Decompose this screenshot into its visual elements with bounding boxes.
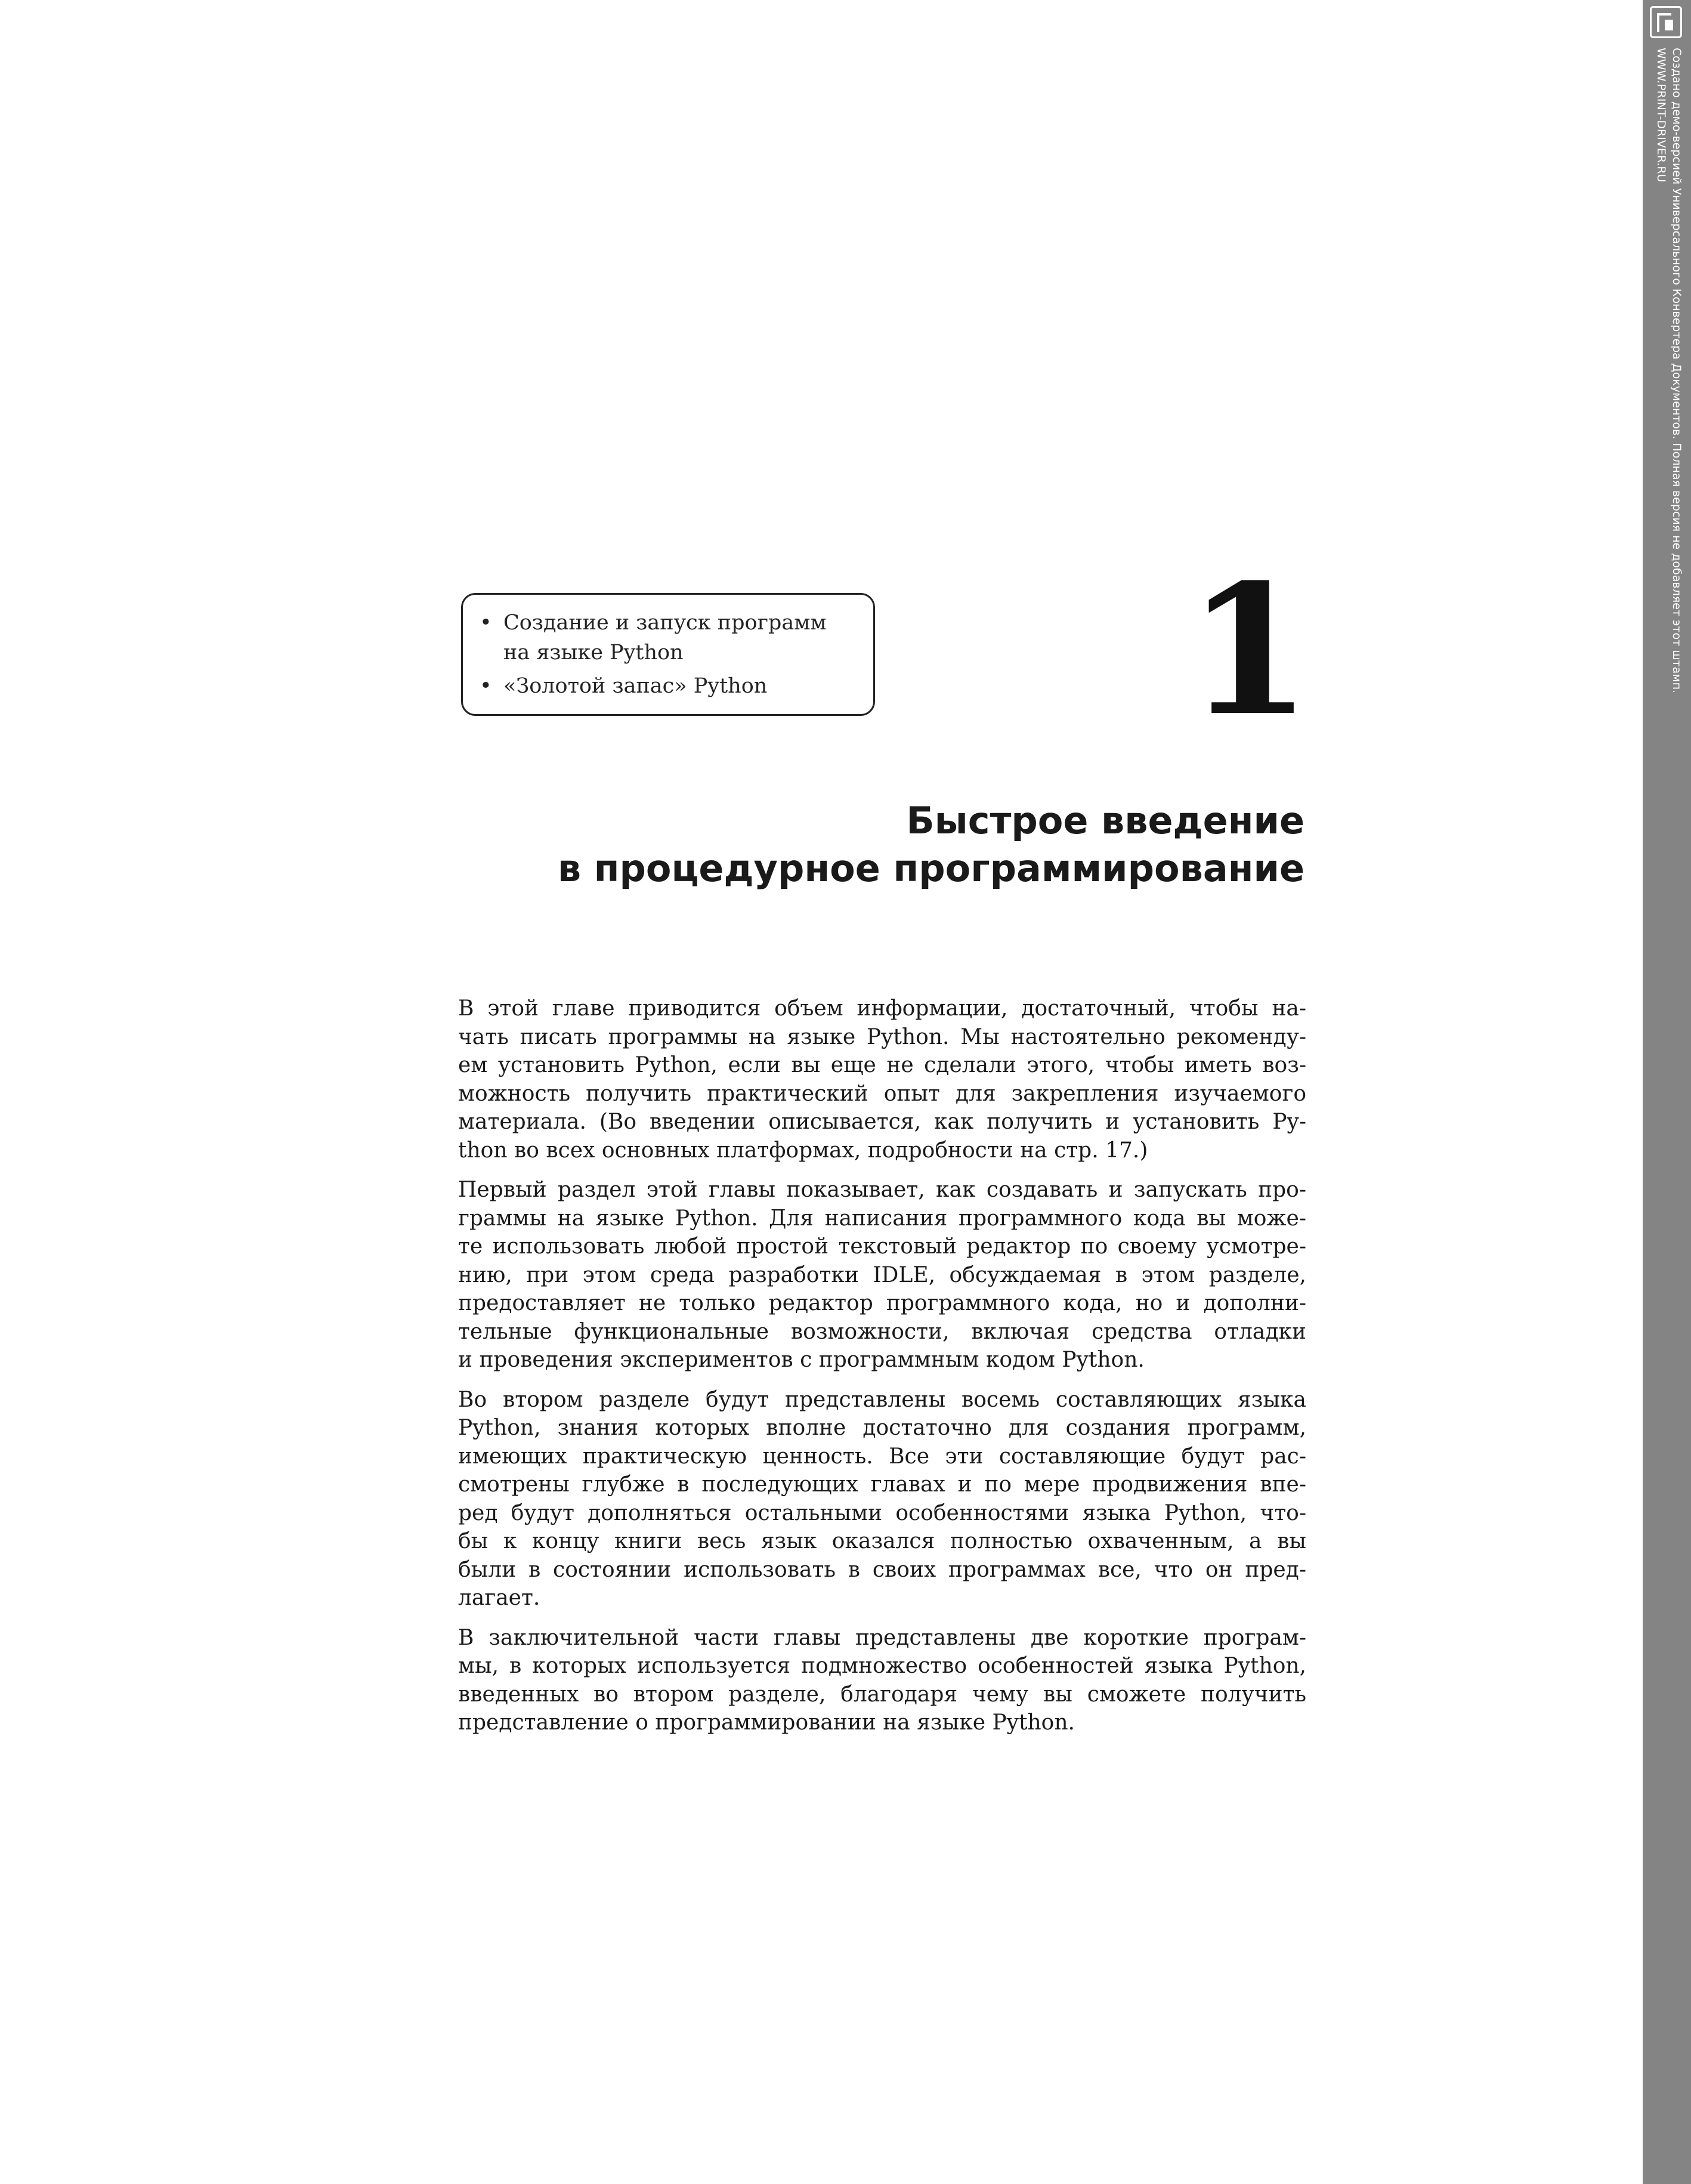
text-line: граммы на языке Python. Для написания программного кода вы може-: [458, 1206, 1306, 1231]
text-line: введенных во втором разделе, благодаря чему вы сможете получить: [458, 1682, 1306, 1707]
chapter-topic-item: [480, 671, 861, 701]
chapter-intro-text: [458, 994, 1306, 1749]
bullet-icon: •: [480, 674, 492, 698]
chapter-topic-item: [480, 608, 861, 668]
text-line: Первый раздел этой главы показывает, как создавать и запускать про-: [458, 1178, 1306, 1202]
text-line: нию, при этом среда разработки IDLE, обсуждаемая в этом разделе,: [458, 1262, 1306, 1287]
text-line: мы, в которых используется подмножество особенностей языка Python,: [458, 1654, 1306, 1678]
text-line: материала. (Во введении описывается, как получить и установить Py-: [458, 1110, 1306, 1134]
chapter-title-line: в процедурное программирование: [557, 847, 1304, 890]
text-line: имеющих практическую ценность. Все эти составляющие будут рас-: [458, 1444, 1306, 1469]
watermark-strip: [1643, 0, 1691, 2184]
text-line: Python, знания которых вполне достаточно для создания программ,: [458, 1416, 1306, 1440]
text-line: смотрены глубже в последующих главах и по мере продвижения впе-: [458, 1472, 1306, 1497]
chapter-number: 1: [1187, 545, 1312, 755]
converter-logo-icon: [1650, 6, 1682, 38]
text-line: бы к концу книги весь язык оказался полностью охваченным, а вы: [458, 1529, 1306, 1553]
chapter-title-line: Быстрое введение: [906, 799, 1304, 842]
watermark-text: [1653, 48, 1684, 1122]
text-line: были в состоянии использовать в своих программах все, что он пред-: [458, 1557, 1306, 1582]
text-line: лагает.: [458, 1586, 540, 1610]
text-line: В заключительной части главы представлены две короткие програм-: [458, 1625, 1306, 1650]
paragraph: [458, 1176, 1306, 1374]
chapter-topic-line: на языке Python: [503, 641, 684, 665]
chapter-topic-line: «Золотой запас» Python: [503, 674, 768, 698]
text-line: можность получить практический опыт для закрепления изучаемого: [458, 1081, 1306, 1106]
text-line: представление о программировании на языке Python.: [458, 1710, 1075, 1735]
text-line: ред будут дополняться остальными особенностями языка Python, что-: [458, 1500, 1306, 1525]
chapter-topic-line: Создание и запуск программ: [503, 611, 827, 635]
paragraph: [458, 1624, 1306, 1737]
chapter-topics-list: [480, 608, 861, 701]
text-line: тельные функциональные возможности, включая средства отладки: [458, 1319, 1306, 1344]
watermark-notice: Создано демо-версией Универсального Конвертера Документов. Полная версия не добавляет этот штамп.: [1670, 48, 1683, 694]
text-line: и проведения экспериментов с программным кодом Python.: [458, 1348, 1145, 1372]
chapter-title: [477, 797, 1304, 892]
text-line: те использовать любой простой текстовый редактор по своему усмотре-: [458, 1234, 1306, 1259]
text-line: предоставляет не только редактор программного кода, но и дополни-: [458, 1291, 1306, 1315]
text-line: Во втором разделе будут представлены восемь составляющих языка: [458, 1387, 1306, 1412]
paragraph: [458, 1386, 1306, 1612]
text-line: ем установить Python, если вы еще не сделали этого, чтобы иметь воз-: [458, 1053, 1306, 1077]
paragraph: [458, 994, 1306, 1164]
chapter-topics-box: [461, 593, 875, 716]
text-line: чать писать программы на языке Python. Мы настоятельно рекоменду-: [458, 1024, 1306, 1049]
text-line: thon во всех основных платформах, подробности на стр. 17.): [458, 1138, 1148, 1163]
text-line: В этой главе приводится объем информации, достаточный, чтобы на-: [458, 996, 1306, 1021]
watermark-url: WWW.PRINT-DRIVER.RU: [1655, 48, 1668, 183]
bullet-icon: •: [480, 611, 492, 635]
